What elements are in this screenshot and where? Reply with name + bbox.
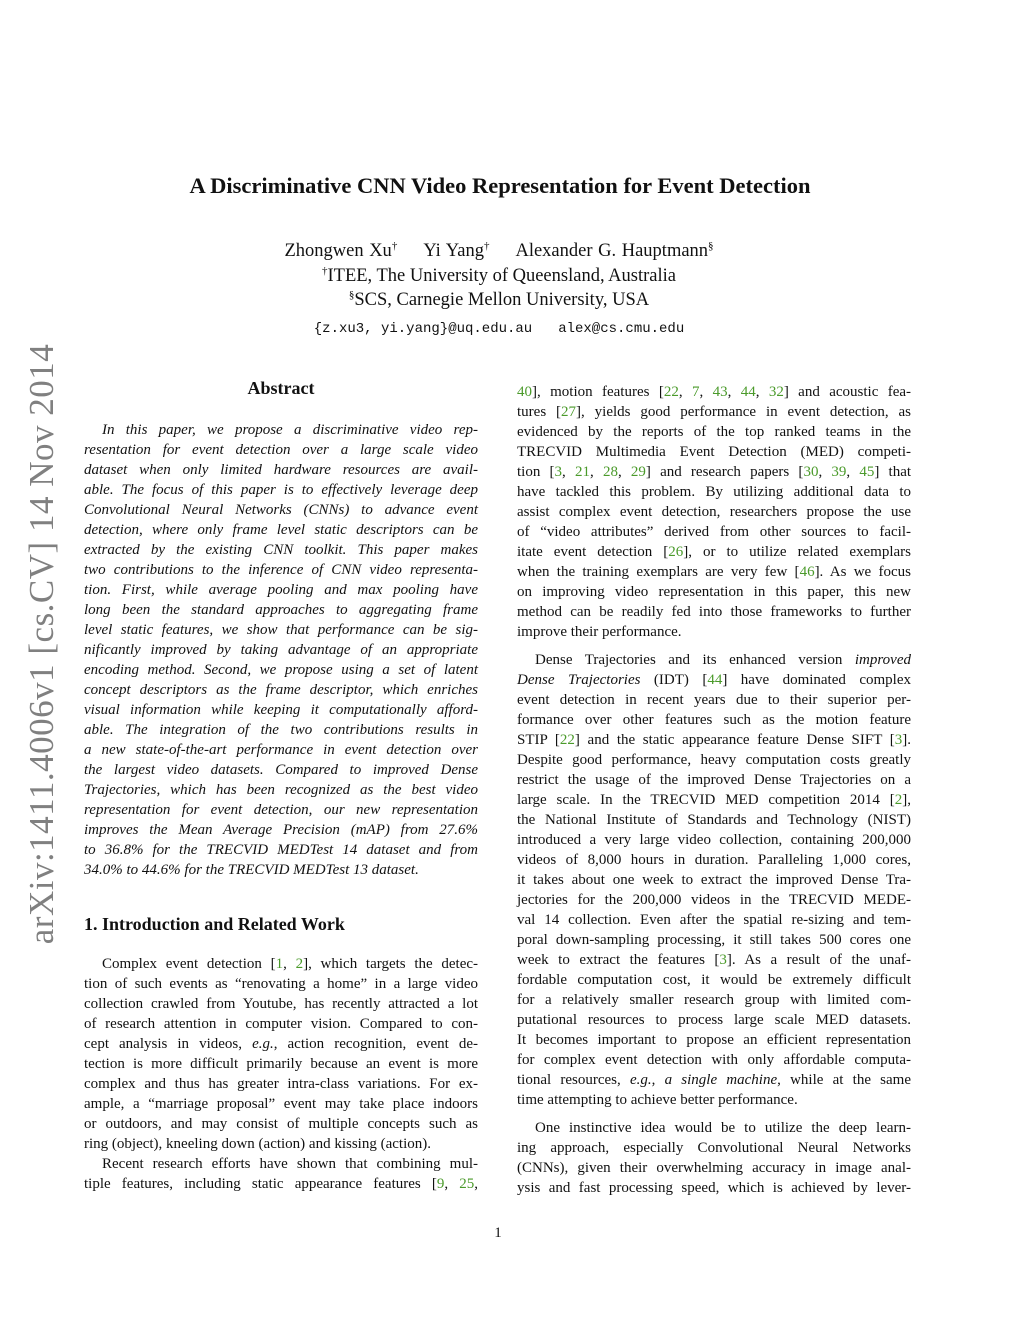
citation-link[interactable]: 44	[707, 672, 723, 688]
abstract-line: dataset when only limited hardware resources are avail-	[84, 462, 478, 478]
affiliation-mark: †	[321, 265, 328, 277]
abstract-line: the largest video datasets. Compared to improved Dense	[84, 762, 478, 778]
body-line: ysis and fast processing speed, which is achieved by lever-	[517, 1180, 911, 1196]
body-line: itate event detection [26], or to utilize related exemplars	[517, 544, 911, 560]
affiliation-mark: †	[391, 240, 398, 252]
abstract-line: two contributions to the inference of CNN video representa-	[84, 562, 478, 578]
affiliation-1	[0, 264, 998, 288]
page-number: 1	[494, 1225, 502, 1241]
body-line: tection is more difficult primarily because an event is more	[84, 1056, 478, 1072]
body-line: introduced a very large video collection, containing 200,000	[517, 832, 911, 848]
body-line: jectories for the 200,000 videos in the TRECVID MEDE-	[517, 892, 911, 908]
body-line: STIP [22] and the static appearance feature Dense SIFT [3].	[517, 732, 911, 748]
abstract-body	[84, 420, 478, 880]
body-line: tiple features, including static appearance features [9, 25,	[84, 1176, 479, 1192]
citation-link[interactable]: 1	[275, 956, 284, 972]
abstract-line: nificantly improved by taking advantage of an appropriate	[84, 642, 478, 658]
citation-link[interactable]: 30	[803, 464, 819, 480]
author-name: Alexander G. Hauptmann	[515, 241, 709, 261]
right-column	[517, 382, 911, 1198]
body-line: Dense Trajectories and its enhanced version improved	[535, 652, 911, 668]
abstract-line: able. The focus of this paper is to effectively leverage deep	[84, 482, 478, 498]
body-line: ing approach, especially Convolutional Neural Networks	[517, 1140, 911, 1156]
citation-link[interactable]: 2	[894, 792, 903, 808]
section-heading-introduction: 1. Introduction and Related Work	[84, 914, 345, 934]
body-line: One instinctive idea would be to utilize the deep learn-	[535, 1120, 911, 1136]
body-line: improve their performance.	[517, 624, 682, 640]
abstract-line: encoding method. Second, we propose using a set of latent	[84, 662, 478, 678]
body-line: tional resources, e.g., a single machine, while at the same	[517, 1072, 911, 1088]
author-name: Zhongwen Xu	[284, 241, 392, 261]
introduction-body	[84, 954, 478, 1194]
abstract-line: representation for event detection, our new representation	[84, 802, 478, 818]
citation-link[interactable]: 29	[630, 464, 646, 480]
citation-link[interactable]: 25	[459, 1176, 475, 1192]
citation-link[interactable]: 22	[663, 384, 679, 400]
body-line: tion [3, 21, 28, 29] and research papers [30, 39, 45] that	[517, 464, 912, 480]
body-line: collection crawled from Youtube, has recently attracted a lot	[84, 996, 478, 1012]
citation-link[interactable]: 3	[719, 952, 727, 968]
citation-link[interactable]: 27	[561, 404, 577, 420]
paper-title: A Discriminative CNN Video Representation for Event Detection	[189, 173, 811, 198]
body-line: method can be readily fed into those frameworks to further	[517, 604, 911, 620]
body-line: (CNNs), given their overwhelming accuracy in image anal-	[517, 1160, 911, 1176]
body-line: It becomes important to propose an efficient representation	[517, 1032, 911, 1048]
abstract-line: extracted by the existing CNN toolkit. This paper makes	[84, 542, 478, 558]
email-cmu: alex@cs.cmu.edu	[558, 321, 685, 337]
affiliation-2	[0, 288, 998, 312]
body-line: complex and thus has greater intra-class variations. For ex-	[84, 1076, 478, 1092]
citation-link[interactable]: 3	[554, 464, 563, 480]
body-line: of research attention in computer vision. Compared to con-	[84, 1016, 478, 1032]
author-name: Yi Yang	[423, 241, 484, 261]
body-line: or outdoors, and may consist of multiple concepts such as	[84, 1116, 478, 1132]
abstract-line: level static features, we show that performance can be sig-	[84, 622, 478, 638]
affiliation-text: ITEE, The University of Queensland, Australia	[327, 266, 676, 286]
abstract-line: concept descriptors as the frame descriptor, which enriches	[84, 682, 478, 698]
email-uq: {z.xu3, yi.yang}@uq.edu.au	[313, 321, 533, 337]
citation-link[interactable]: 7	[691, 384, 700, 400]
body-line: fordable computation cost, it would be extremely difficult	[517, 972, 911, 988]
citation-link[interactable]: 39	[831, 464, 847, 480]
body-line: it takes about one week to extract the improved Dense Tra-	[517, 872, 911, 888]
citation-link[interactable]: 2	[295, 956, 304, 972]
abstract-line: Trajectories, which has been recognized as the best video	[84, 782, 478, 798]
abstract-line: In this paper, we propose a discriminative video rep-	[102, 422, 478, 438]
citation-link[interactable]: 46	[799, 564, 815, 580]
abstract-heading: Abstract	[247, 378, 315, 398]
body-line: time attempting to achieve better performance.	[517, 1092, 798, 1108]
citation-link[interactable]: 40	[517, 384, 532, 400]
abstract-line: able. The integration of the two contributions results in	[84, 722, 478, 738]
abstract-line: improves the Mean Average Precision (mAP) from 27.6%	[84, 822, 478, 838]
body-line: ample, a “marriage proposal” event may take place indoors	[84, 1096, 478, 1112]
body-line: TRECVID Multimedia Event Detection (MED) competi-	[517, 444, 911, 460]
citation-link[interactable]: 3	[894, 732, 903, 748]
abstract-line: long been the standard approaches to aggregating frame	[84, 602, 478, 618]
body-line: cept analysis in videos, e.g., action recognition, event de-	[84, 1036, 478, 1052]
body-line: videos of 8,000 hours in duration. Paralleling 1,000 cores,	[517, 852, 911, 868]
citation-link[interactable]: 45	[859, 464, 875, 480]
body-line: Despite good performance, heavy computation costs greatly	[517, 752, 911, 768]
body-line: poral down-sampling processing, it still takes 500 cores one	[517, 932, 911, 948]
abstract-line: resentation for event detection over a large scale video	[84, 442, 478, 458]
body-line: formance over other features such as the motion feature	[517, 712, 911, 728]
citation-link[interactable]: 43	[712, 384, 728, 400]
abstract-line: visual information while keeping it computationally afford-	[84, 702, 478, 718]
left-column	[84, 378, 478, 1194]
body-line: large scale. In the TRECVID MED competition 2014 [2],	[517, 792, 911, 808]
arxiv-identifier: arXiv:1411.4006v1 [cs.CV] 14 Nov 2014	[22, 343, 61, 945]
author-list	[0, 239, 998, 263]
abstract-line: detection, where only frame level static descriptors can be	[84, 522, 478, 538]
citation-link[interactable]: 26	[668, 544, 684, 560]
citation-link[interactable]: 21	[574, 464, 590, 480]
body-line: Complex event detection [1, 2], which targets the detec-	[102, 956, 479, 972]
affiliation-mark: §	[708, 240, 714, 252]
abstract-line: tion. First, while average pooling and max pooling have	[84, 582, 478, 598]
citation-link[interactable]: 32	[768, 384, 784, 400]
affiliation-mark: †	[483, 240, 490, 252]
body-line: ring (object), kneeling down (action) and kissing (action).	[84, 1136, 431, 1152]
body-line: event detection in recent years due to their superior per-	[517, 692, 911, 708]
body-line: assist complex event detection, researchers propose the use	[517, 504, 911, 520]
body-line: evidenced by the reports of the top ranked teams in the	[517, 424, 911, 440]
citation-link[interactable]: 9	[436, 1176, 445, 1192]
body-line: Recent research efforts have shown that combining mul-	[102, 1156, 478, 1172]
abstract-line: to 36.8% for the TRECVID MEDTest 14 dataset and from	[84, 842, 478, 858]
body-line: for complex event detection with only affordable computa-	[517, 1052, 911, 1068]
citation-link[interactable]: 44	[740, 384, 756, 400]
affiliation-mark: §	[348, 289, 355, 301]
body-line: putational resources to process large scale MED datasets.	[517, 1012, 911, 1028]
body-line: for a relatively smaller research group with limited com-	[517, 992, 911, 1008]
citation-link[interactable]: 22	[559, 732, 575, 748]
body-line: Dense Trajectories (IDT) [44] have dominated complex	[517, 672, 911, 688]
body-line: of “video attributes” derived from other sources to facil-	[517, 524, 911, 540]
body-line: 40], motion features [22, 7, 43, 44, 32] and acoustic fea-	[517, 384, 912, 400]
body-line: week to extract the features [3]. As a result of the unaf-	[517, 952, 911, 968]
body-line: val 14 collection. Even after the spatial re-sizing and tem-	[517, 912, 911, 928]
citation-link[interactable]: 28	[602, 464, 618, 480]
body-line: have tackled this problem. By utilizing additional data to	[517, 484, 911, 500]
body-line: the National Institute of Standards and Technology (NIST)	[517, 812, 911, 828]
abstract-line: Convolutional Neural Networks (CNNs) to advance event	[84, 502, 478, 518]
body-line: tures [27], yields good performance in event detection, as	[517, 404, 911, 420]
email-line	[0, 317, 998, 341]
body-line: restrict the usage of the improved Dense Trajectories on a	[517, 772, 911, 788]
affiliation-text: SCS, Carnegie Mellon University, USA	[354, 290, 650, 310]
body-line: on improving video representation in this paper, this new	[517, 584, 911, 600]
body-line: when the training exemplars are very few [46]. As we focus	[517, 564, 911, 580]
body-line: tion of such events as “renovating a home” in a large video	[84, 976, 478, 992]
abstract-line: a new state-of-the-art performance in event detection over	[84, 742, 478, 758]
abstract-line: 34.0% to 44.6% for the TRECVID MEDTest 13 dataset.	[84, 862, 419, 878]
